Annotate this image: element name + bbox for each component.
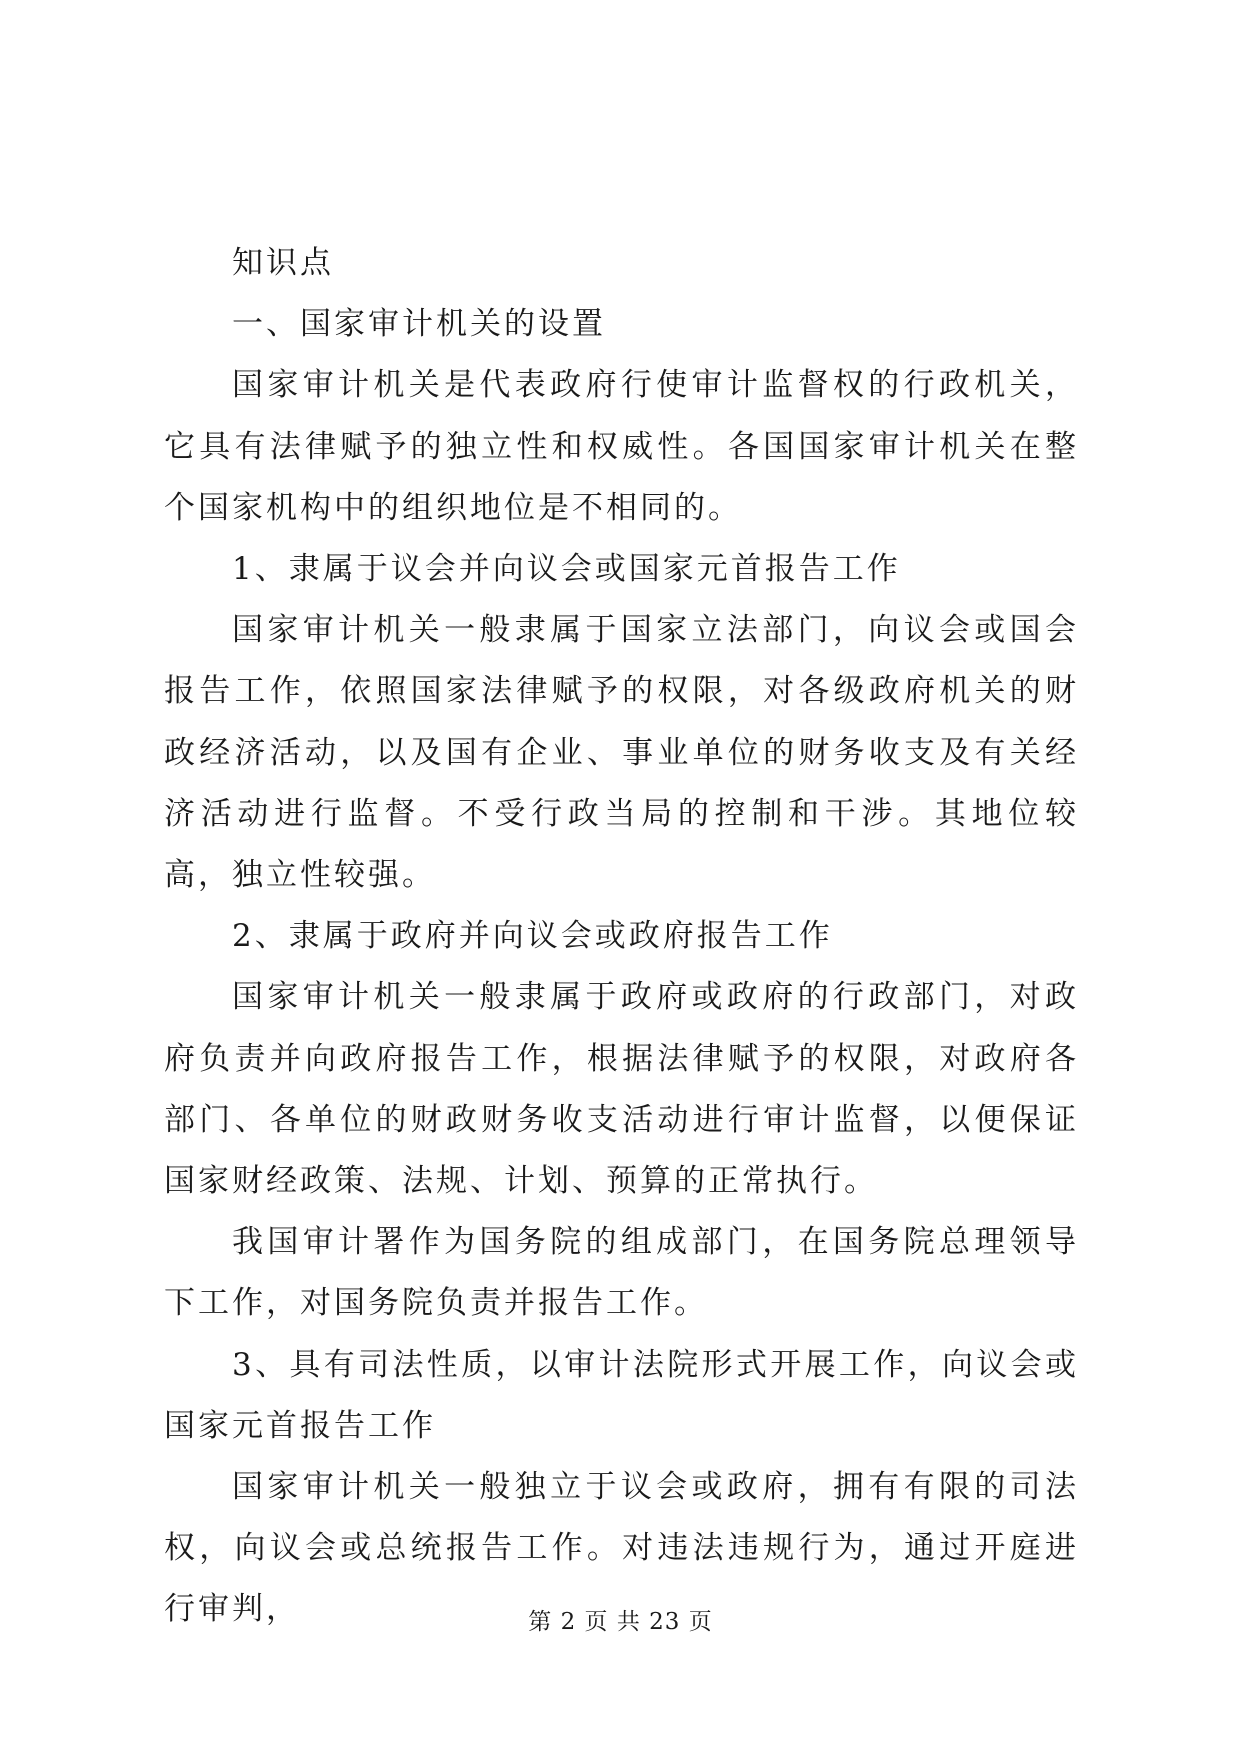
document-body xyxy=(164,233,1079,1641)
paragraph: 国家审计机关一般隶属于政府或政府的行政部门，对政府负责并向政府报告工作，根据法律赋予的权限，对政府各部门、各单位的财政财务收支活动进行审计监督，以便保证国家财经政策、法规、计划、预算的正常执行。 xyxy=(164,979,1079,1200)
paragraph: 国家审计机关一般独立于议会或政府，拥有有限的司法权，向议会或总统报告工作。对违法违规行为，通过开庭进行审判， xyxy=(164,1469,1079,1628)
paragraph: 国家审计机关是代表政府行使审计监督权的行政机关，它具有法律赋予的独立性和权威性。各国国家审计机关在整个国家机构中的组织地位是不相同的。 xyxy=(164,367,1079,526)
paragraph-subheading: 1、隶属于议会并向议会或国家元首报告工作 xyxy=(232,551,901,588)
paragraph-subheading: 3、具有司法性质，以审计法院形式开展工作，向议会或国家元首报告工作 xyxy=(164,1346,1079,1444)
paragraph: 我国审计署作为国务院的组成部门，在国务院总理领导下工作，对国务院负责并报告工作。 xyxy=(164,1224,1079,1322)
paragraph: 国家审计机关一般隶属于国家立法部门，向议会或国会报告工作，依照国家法律赋予的权限，对各级政府机关的财政经济活动，以及国有企业、事业单位的财务收支及有关经济活动进行监督。不受行政当局的控制和干涉。其地位较高，独立性较强。 xyxy=(164,612,1079,894)
page-footer: 第 2 页 共 23 页 xyxy=(528,1609,713,1635)
paragraph-section-title: 一、国家审计机关的设置 xyxy=(232,306,606,343)
paragraph-subheading: 2、隶属于政府并向议会或政府报告工作 xyxy=(232,918,833,955)
paragraph-heading: 知识点 xyxy=(232,245,334,281)
